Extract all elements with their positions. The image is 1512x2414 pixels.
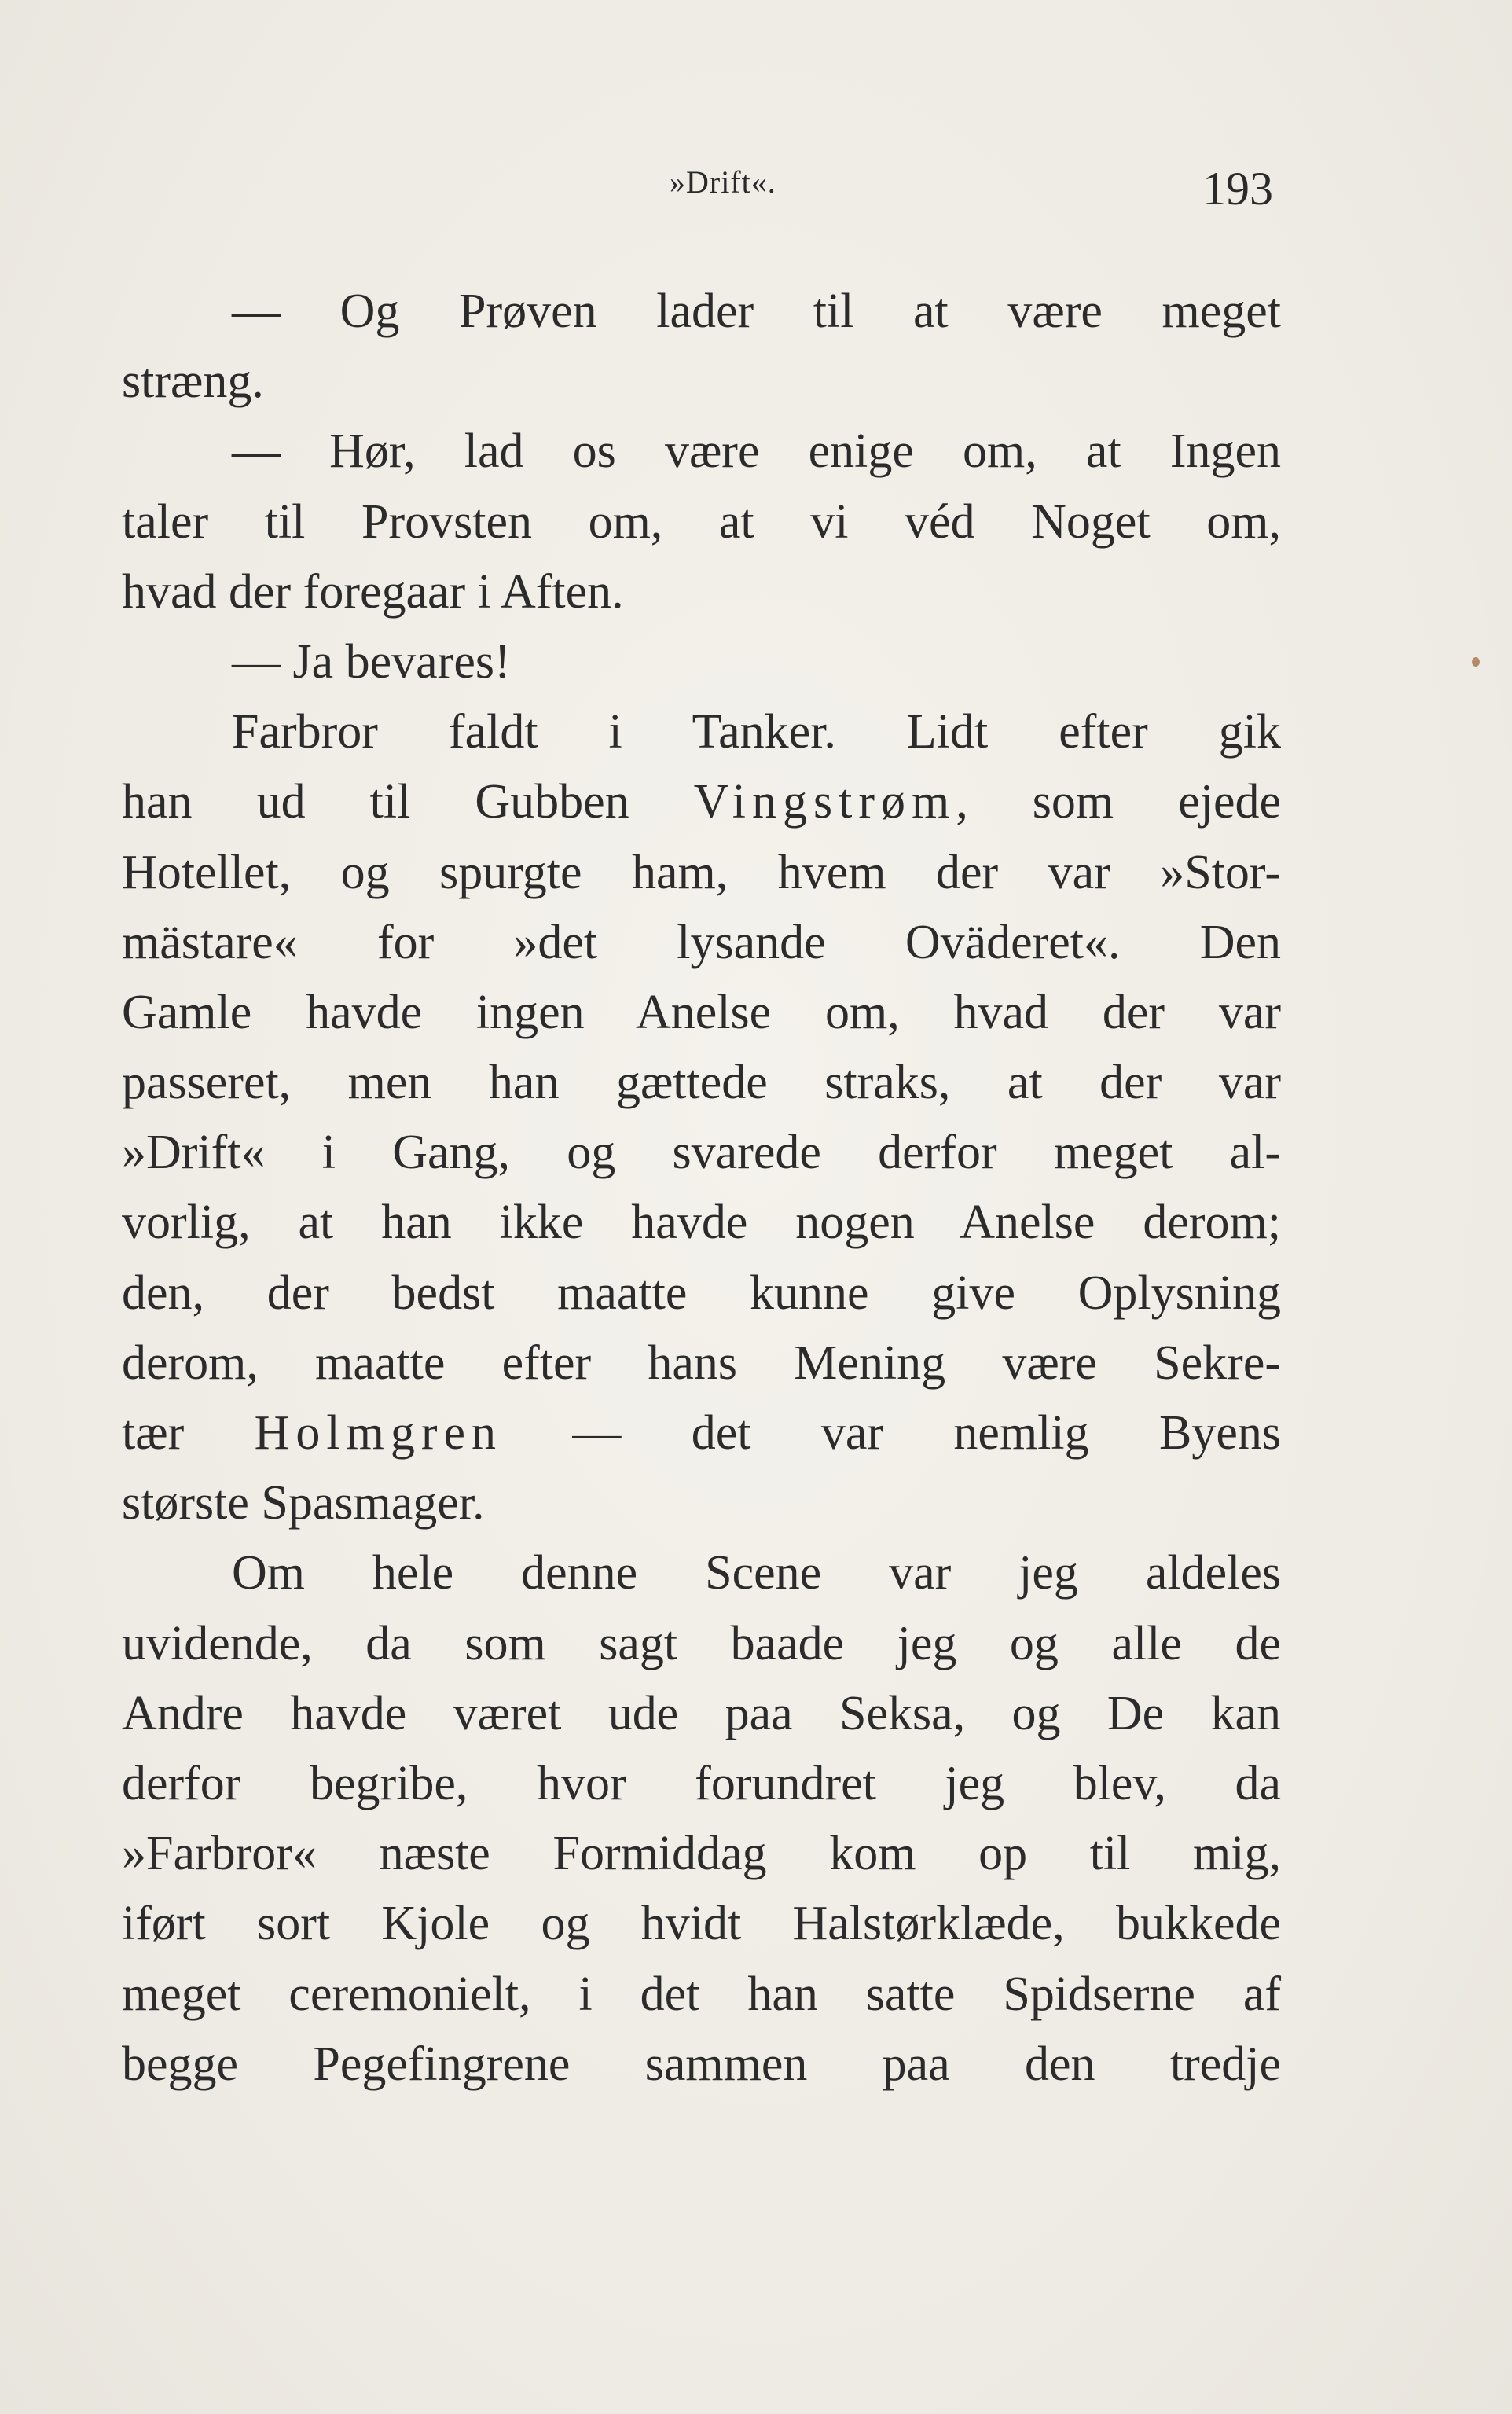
text-line: iført sort Kjole og hvidt Halstørklæde, bukkede bbox=[122, 1897, 1281, 1951]
text-line: Gamle havde ingen Anelse om, hvad der var bbox=[122, 985, 1281, 1039]
text-line: — Og Prøven lader til at være meget bbox=[232, 285, 1281, 338]
running-head bbox=[0, 154, 1512, 217]
text-line: — Hør, lad os være enige om, at Ingen bbox=[232, 424, 1281, 479]
text-line: derom, maatte efter hans Mening være Sekre- bbox=[122, 1336, 1281, 1390]
text-segment: tær bbox=[122, 1406, 255, 1460]
text-line: vorlig, at han ikke havde nogen Anelse derom; bbox=[122, 1196, 1281, 1250]
text-line: Om hele denne Scene var jeg aldeles bbox=[232, 1546, 1281, 1600]
text-line: »Drift« i Gang, og svarede derfor meget al- bbox=[122, 1126, 1281, 1180]
text-line: stræng. bbox=[122, 355, 264, 409]
text-line: meget ceremonielt, i det han satte Spidserne af bbox=[122, 1967, 1281, 2021]
page-number: 193 bbox=[1202, 163, 1273, 215]
ink-speck bbox=[1472, 657, 1480, 667]
text-segment: , som ejede bbox=[956, 775, 1281, 829]
text-line: største Spasmager. bbox=[122, 1476, 485, 1530]
text-line: hvad der foregaar i Aften. bbox=[122, 564, 624, 619]
spaced-name: Holmgren bbox=[254, 1406, 502, 1460]
spaced-name: Vingstrøm bbox=[693, 775, 956, 829]
text-line: taler til Provsten om, at vi véd Noget om, bbox=[122, 494, 1281, 549]
body-text bbox=[122, 277, 1281, 2100]
text-line bbox=[122, 1398, 1281, 1468]
text-line: Farbror faldt i Tanker. Lidt efter gik bbox=[232, 705, 1281, 759]
text-line: Andre havde været ude paa Seksa, og De kan bbox=[122, 1686, 1281, 1740]
text-line: — Ja bevares! bbox=[232, 634, 511, 689]
text-segment: — det var nemlig Byens bbox=[502, 1406, 1281, 1460]
text-line: »Farbror« næste Formiddag kom op til mig, bbox=[122, 1827, 1281, 1881]
text-segment: han ud til Gubben bbox=[122, 775, 694, 829]
text-line: mästare« for »det lysande Oväderet«. Den bbox=[122, 915, 1281, 969]
running-head-title: »Drift«. bbox=[670, 164, 776, 200]
text-line: derfor begribe, hvor forundret jeg blev, da bbox=[122, 1756, 1281, 1810]
text-line: Hotellet, og spurgte ham, hvem der var »Stor- bbox=[122, 845, 1281, 899]
text-line bbox=[122, 767, 1281, 837]
text-line: uvidende, da som sagt baade jeg og alle de bbox=[122, 1616, 1281, 1670]
text-line: den, der bedst maatte kunne give Oplysning bbox=[122, 1266, 1281, 1320]
text-line: passeret, men han gættede straks, at der var bbox=[122, 1056, 1281, 1110]
text-line: begge Pegefingrene sammen paa den tredje bbox=[122, 2037, 1281, 2091]
